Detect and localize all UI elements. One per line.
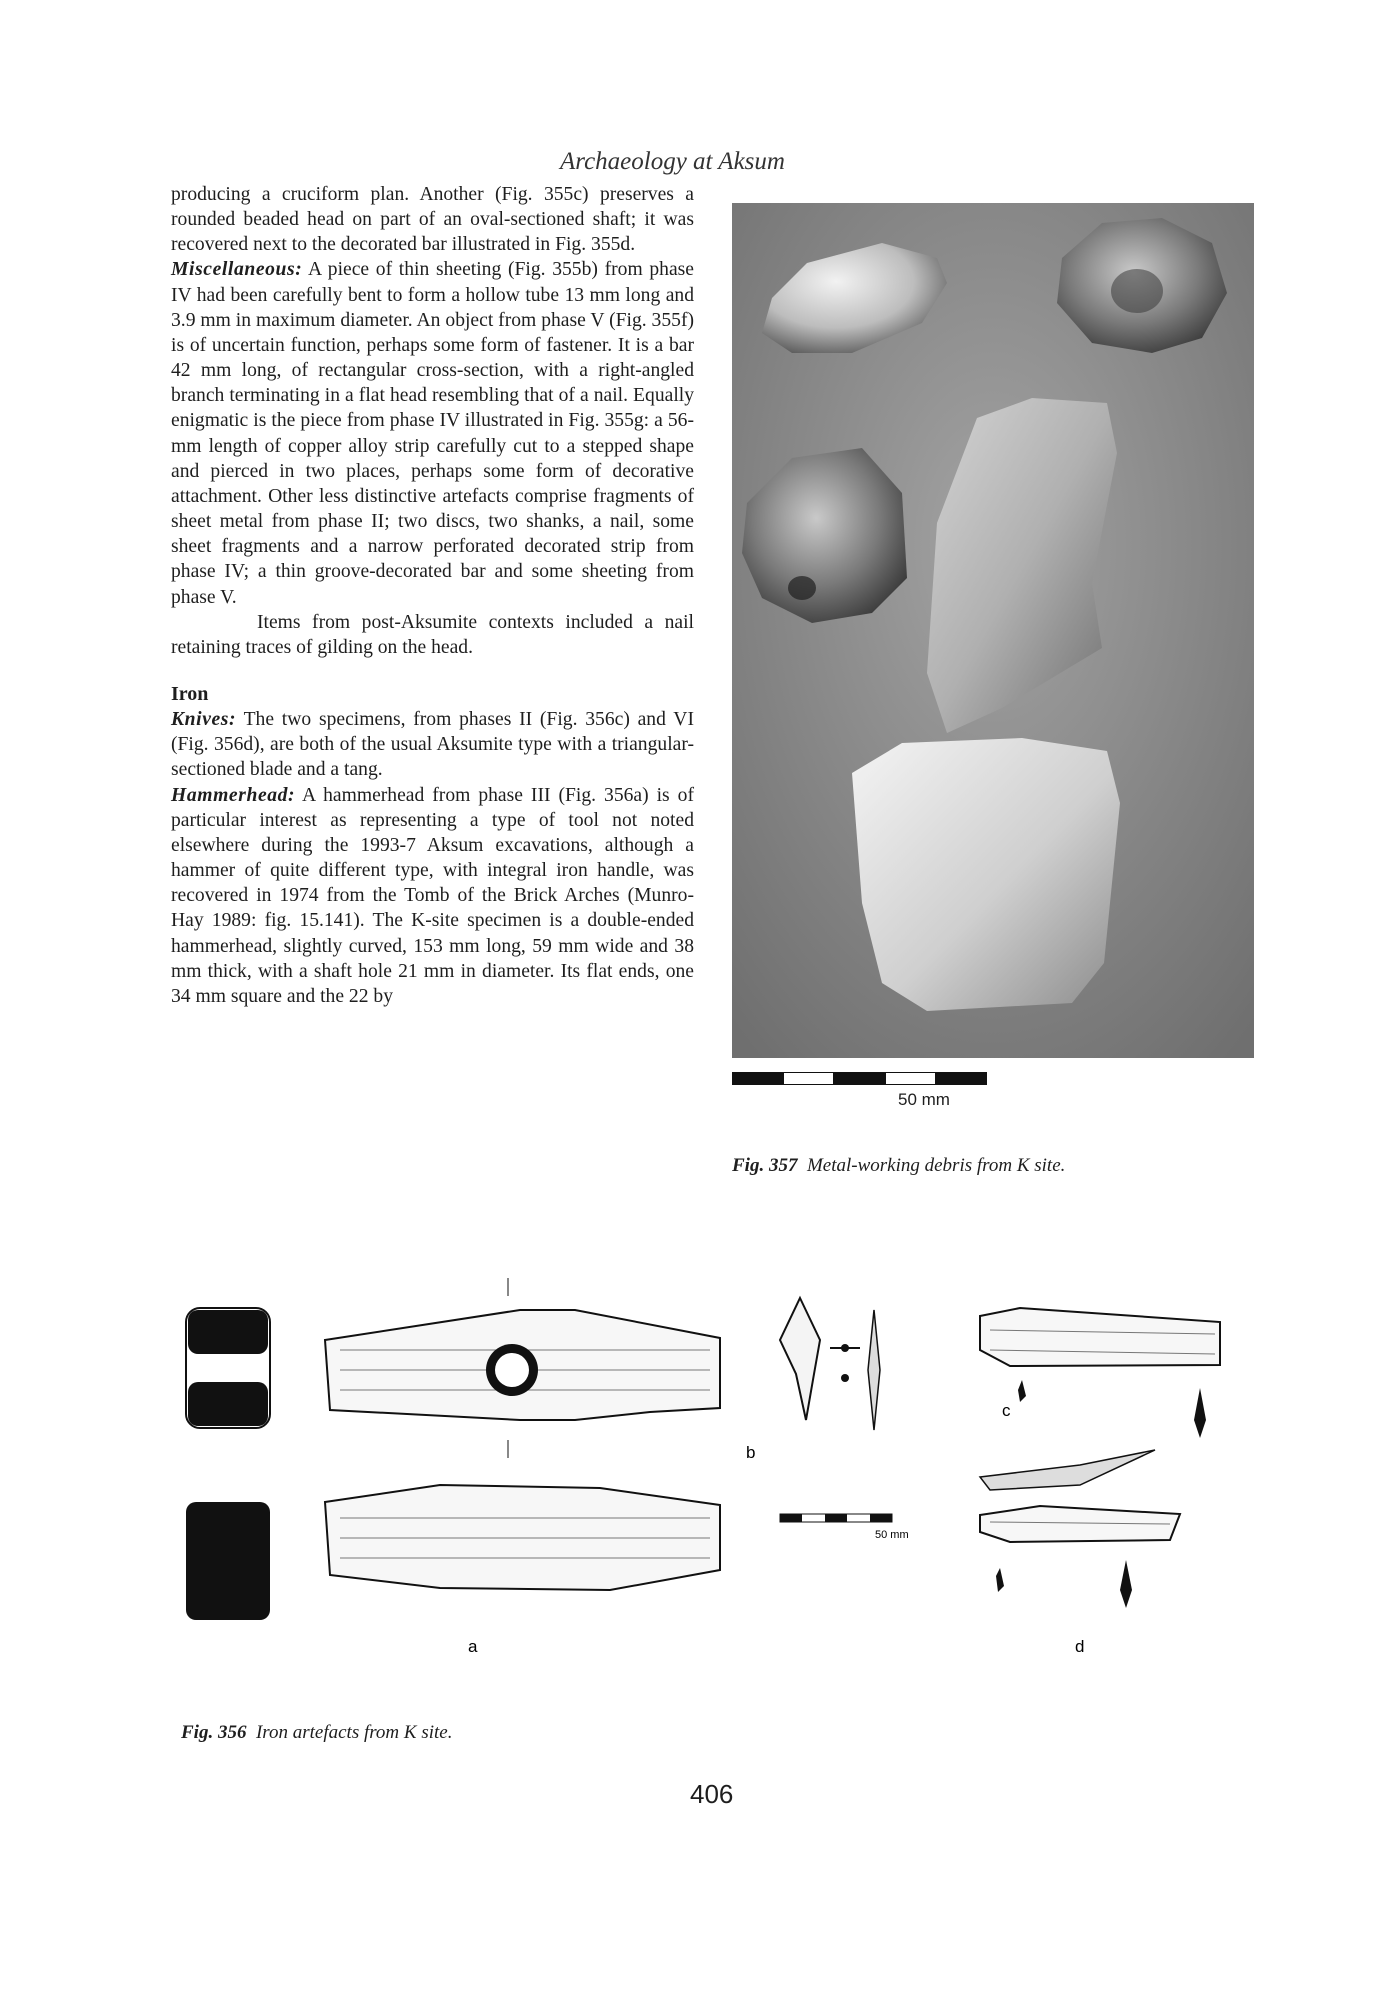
run-in-heading: Miscellaneous:: [171, 259, 303, 281]
knife-c-drawing: [980, 1308, 1220, 1438]
drawings-scale-bar: [780, 1514, 909, 1541]
paragraph-miscellaneous: [171, 257, 694, 609]
arrowhead-drawing: [746, 1298, 880, 1462]
paragraph: Items from post-Aksumite contexts included a nail retaining traces of gilding on the head.: [171, 611, 694, 658]
iron-artefacts-drawings: [180, 1270, 1260, 1700]
paragraph-text: The two specimens, from phases II (Fig. 356c) and VI (Fig. 356d), are both of the usual Aksumite type with a triangular-sectioned blade and a tang.: [171, 709, 694, 781]
paragraph-text: A piece of thin sheeting (Fig. 355b) from phase IV had been carefully bent to form a hollow tube 13 mm long and 3.9 mm in maximum diameter. An object from phase V (Fig. 355f) is of uncertain function, perhaps some form of fastener. It is a bar 42 mm long, of rectangular cross-section, with a right-angled branch terminating in a flat head resembling that of a nail. Equally enigmatic is the piece from phase IV illustrated in Fig. 355g: a 56-mm length of copper alloy strip carefully cut to a stepped shape and pierced in two places, perhaps some form of decorative attachment. Other less distinctive artefacts comprise fragments of sheet metal from phase II; two discs, two shanks, a nail, some sheet fragments and a narrow perforated decorated strip from phase IV; a thin groove-decorated bar and some sheeting from phase V.: [171, 259, 694, 608]
running-head: Archaeology at Aksum: [560, 148, 785, 175]
section-heading: Iron: [171, 682, 209, 705]
drawing-letter-a: a: [468, 1637, 478, 1656]
photo-scale-bar: [732, 1072, 987, 1085]
figure-label: Fig. 356: [181, 1722, 247, 1743]
run-in-heading: Hammerhead:: [171, 784, 296, 806]
run-in-heading: Knives:: [171, 709, 237, 731]
paragraph-text: A hammerhead from phase III (Fig. 356a) is of particular interest as representing a type of tool not noted elsewhere during the 1993-7 Aksum excavations, although a hammer of quite different type, with integral iron handle, was recovered in 1974 from the Tomb of the Brick Arches (Munro-Hay 1989: fig. 15.141). The K-site specimen is a double-ended hammerhead, slightly curved, 153 mm long, 59 mm wide and 38 mm thick, with a shaft hole 21 mm in diameter. Its flat ends, one 34 mm square and the 22 by: [171, 784, 694, 1007]
drawing-letter-b: b: [746, 1443, 756, 1462]
caption-text: Iron artefacts from K site.: [255, 1722, 453, 1743]
paragraph: producing a cruciform plan. Another (Fig. 355c) preserves a rounded beaded head on part of an oval-sectioned shaft; it was recovered next to the decorated bar illustrated in Fig. 355d.: [171, 184, 694, 256]
photo-illustration: [732, 203, 1254, 1058]
paragraph-knives: [171, 707, 694, 782]
figure-357-caption: [732, 1155, 1065, 1177]
page-number: 406: [690, 1779, 734, 1809]
drawing-letter-d: d: [1075, 1637, 1085, 1656]
drawing-illustration: [180, 1270, 1260, 1700]
figure-356-caption: [181, 1722, 452, 1744]
drawing-scale-label: 50 mm: [875, 1529, 909, 1541]
debris-fragment: [852, 738, 1120, 1011]
photo-scale-label: 50 mm: [898, 1090, 950, 1109]
left-text-column: [171, 182, 694, 1009]
hammerhead-drawing: [186, 1278, 720, 1656]
caption-text: Metal-working debris from K site.: [806, 1155, 1066, 1176]
metal-debris-photo: [732, 203, 1254, 1058]
drawing-letter-c: c: [1002, 1401, 1011, 1420]
figure-label: Fig. 357: [732, 1155, 798, 1176]
knife-d-drawing: [980, 1450, 1180, 1656]
paragraph-hammerhead: [171, 783, 694, 1009]
